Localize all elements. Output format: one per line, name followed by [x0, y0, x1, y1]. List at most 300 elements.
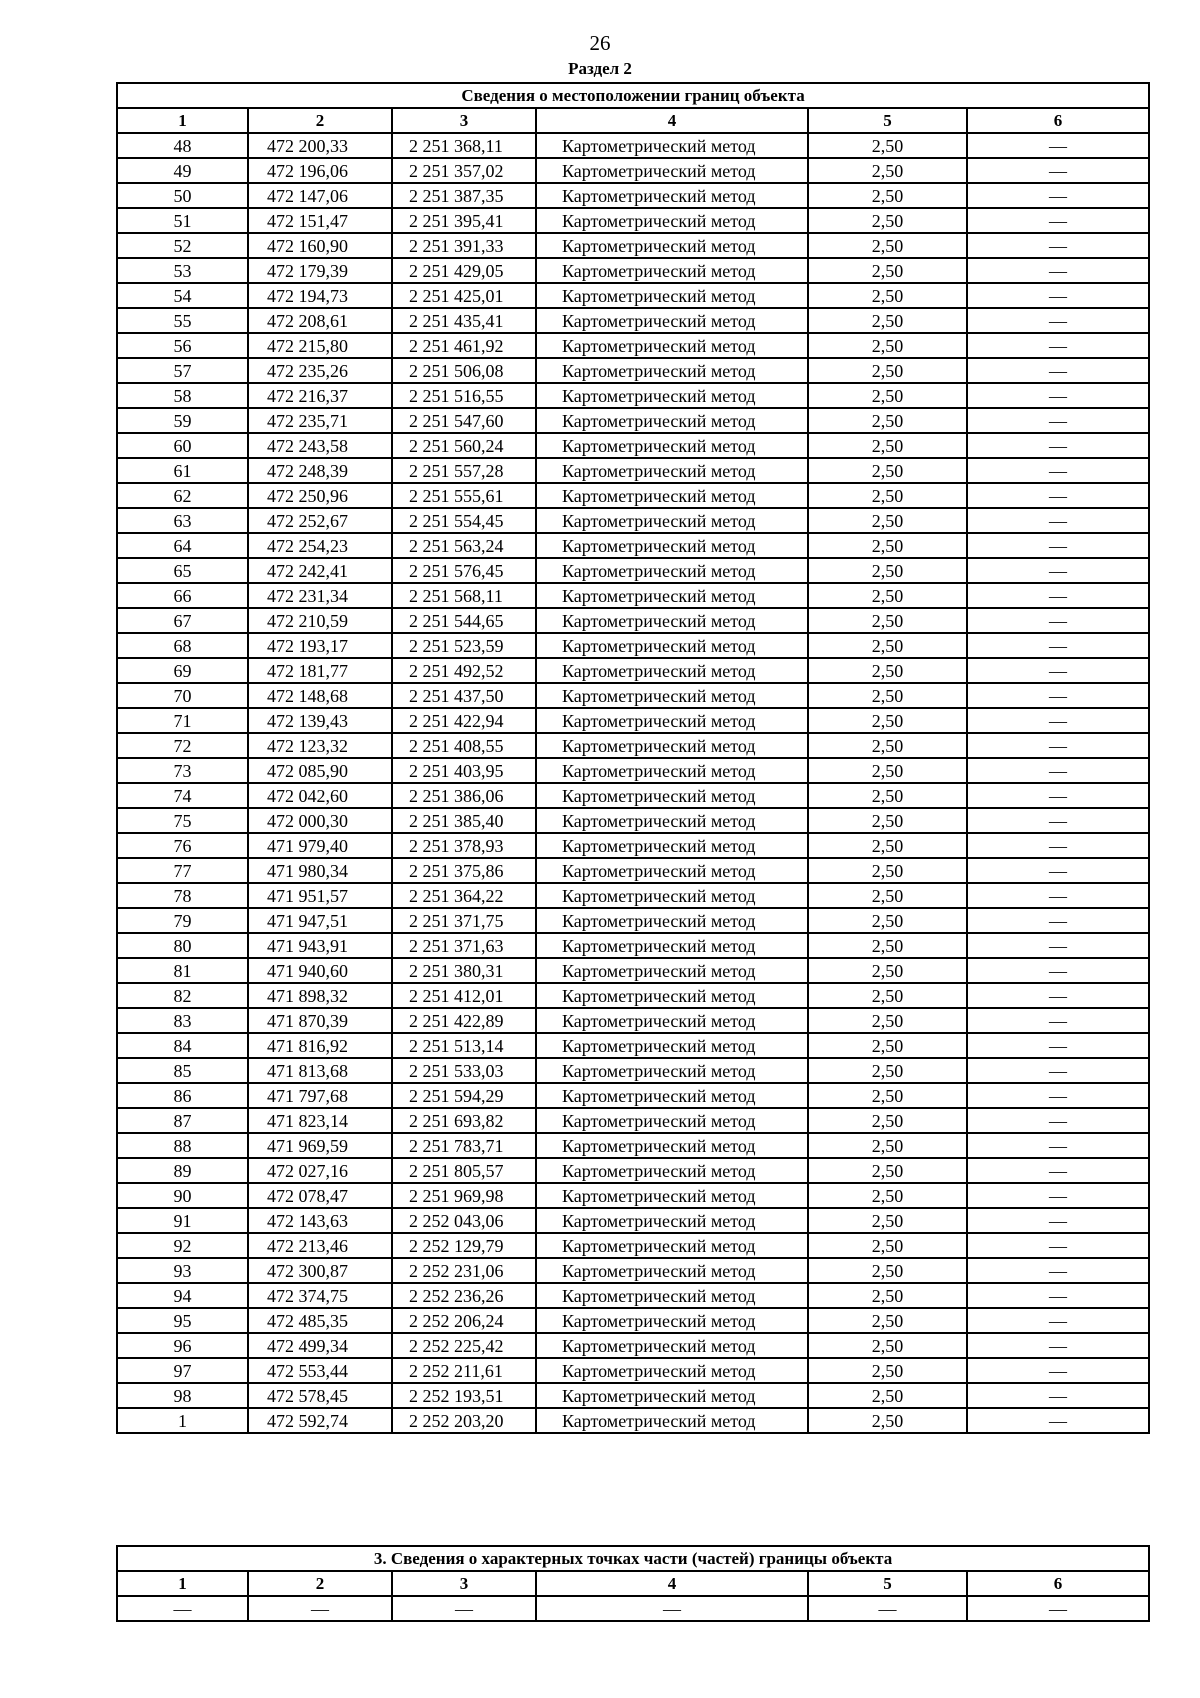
x-coordinate-cell: 471 823,14: [248, 1108, 392, 1133]
method-cell: Картометрический метод: [536, 333, 808, 358]
point-number-cell: 50: [117, 183, 248, 208]
accuracy-cell: 2,50: [808, 1383, 967, 1408]
description-cell: —: [967, 533, 1149, 558]
description-cell: —: [967, 383, 1149, 408]
description-cell: —: [967, 1358, 1149, 1383]
method-cell: Картометрический метод: [536, 408, 808, 433]
description-cell: —: [967, 1133, 1149, 1158]
y-coordinate-cell: 2 251 513,14: [392, 1033, 536, 1058]
accuracy-cell: 2,50: [808, 208, 967, 233]
x-coordinate-cell: 471 951,57: [248, 883, 392, 908]
method-cell: Картометрический метод: [536, 1258, 808, 1283]
point-number-cell: 97: [117, 1358, 248, 1383]
method-cell: Картометрический метод: [536, 208, 808, 233]
y-coordinate-cell: 2 251 435,41: [392, 308, 536, 333]
description-cell: —: [967, 1083, 1149, 1108]
x-coordinate-cell: 472 210,59: [248, 608, 392, 633]
x-coordinate-cell: 471 969,59: [248, 1133, 392, 1158]
description-cell: —: [967, 308, 1149, 333]
point-number-cell: 86: [117, 1083, 248, 1108]
table-row: [117, 258, 1149, 283]
description-cell: —: [967, 1108, 1149, 1133]
y-coordinate-cell: 2 251 429,05: [392, 258, 536, 283]
x-coordinate-cell: 472 553,44: [248, 1358, 392, 1383]
y-coordinate-cell: 2 251 408,55: [392, 733, 536, 758]
table-row: [117, 133, 1149, 158]
point-number-cell: 85: [117, 1058, 248, 1083]
y-coordinate-cell: 2 252 203,20: [392, 1408, 536, 1433]
column-header: 1: [117, 1571, 248, 1596]
y-coordinate-cell: 2 251 783,71: [392, 1133, 536, 1158]
table-row: [117, 1283, 1149, 1308]
accuracy-cell: 2,50: [808, 983, 967, 1008]
table-row: [117, 283, 1149, 308]
accuracy-cell: 2,50: [808, 458, 967, 483]
table-row: [117, 1596, 1149, 1621]
y-coordinate-cell: 2 252 211,61: [392, 1358, 536, 1383]
subsection-header-row: [117, 1571, 1149, 1596]
accuracy-cell: 2,50: [808, 858, 967, 883]
x-coordinate-cell: 472 200,33: [248, 133, 392, 158]
point-number-cell: 76: [117, 833, 248, 858]
accuracy-cell: 2,50: [808, 1108, 967, 1133]
method-cell: Картометрический метод: [536, 1383, 808, 1408]
y-coordinate-cell: 2 252 236,26: [392, 1283, 536, 1308]
x-coordinate-cell: 472 254,23: [248, 533, 392, 558]
table-row: [117, 1358, 1149, 1383]
method-cell: Картометрический метод: [536, 808, 808, 833]
method-cell: Картометрический метод: [536, 633, 808, 658]
y-coordinate-cell: 2 251 371,63: [392, 933, 536, 958]
method-cell: Картометрический метод: [536, 383, 808, 408]
y-coordinate-cell: 2 251 391,33: [392, 233, 536, 258]
accuracy-cell: 2,50: [808, 1333, 967, 1358]
description-cell: —: [967, 1183, 1149, 1208]
x-coordinate-cell: 472 485,35: [248, 1308, 392, 1333]
point-number-cell: 65: [117, 558, 248, 583]
point-number-cell: 93: [117, 1258, 248, 1283]
accuracy-cell: 2,50: [808, 1258, 967, 1283]
description-cell: —: [967, 708, 1149, 733]
point-number-cell: 48: [117, 133, 248, 158]
y-coordinate-cell: 2 251 969,98: [392, 1183, 536, 1208]
method-cell: Картометрический метод: [536, 883, 808, 908]
x-coordinate-cell: 472 181,77: [248, 658, 392, 683]
method-cell: Картометрический метод: [536, 583, 808, 608]
y-coordinate-cell: 2 252 043,06: [392, 1208, 536, 1233]
description-cell: —: [967, 808, 1149, 833]
table-row: [117, 1133, 1149, 1158]
point-number-cell: 68: [117, 633, 248, 658]
table-row: [117, 558, 1149, 583]
table-row: [117, 1333, 1149, 1358]
point-number-cell: 74: [117, 783, 248, 808]
method-cell: Картометрический метод: [536, 1058, 808, 1083]
point-number-cell: 91: [117, 1208, 248, 1233]
table-row: [117, 908, 1149, 933]
method-cell: Картометрический метод: [536, 308, 808, 333]
method-cell: Картометрический метод: [536, 958, 808, 983]
x-coordinate-cell: 471 979,40: [248, 833, 392, 858]
y-coordinate-cell: 2 251 563,24: [392, 533, 536, 558]
part-points-table: [116, 1545, 1150, 1622]
table-row: [117, 783, 1149, 808]
x-coordinate-cell: 472 235,26: [248, 358, 392, 383]
point-number-cell: 88: [117, 1133, 248, 1158]
point-number-cell: 53: [117, 258, 248, 283]
y-coordinate-cell: 2 251 533,03: [392, 1058, 536, 1083]
x-coordinate-cell: 471 940,60: [248, 958, 392, 983]
description-cell: —: [967, 983, 1149, 1008]
description-cell: —: [967, 558, 1149, 583]
x-coordinate-cell: 471 947,51: [248, 908, 392, 933]
method-cell: Картометрический метод: [536, 458, 808, 483]
y-coordinate-cell: 2 251 544,65: [392, 608, 536, 633]
method-cell: Картометрический метод: [536, 483, 808, 508]
column-header: 2: [248, 1571, 392, 1596]
method-cell: Картометрический метод: [536, 1308, 808, 1333]
point-number-cell: 90: [117, 1183, 248, 1208]
y-coordinate-cell: 2 252 206,24: [392, 1308, 536, 1333]
x-coordinate-cell: 471 813,68: [248, 1058, 392, 1083]
table-row: [117, 933, 1149, 958]
description-cell: —: [967, 1208, 1149, 1233]
x-coordinate-cell: 471 816,92: [248, 1033, 392, 1058]
x-coordinate-cell: 471 980,34: [248, 858, 392, 883]
point-number-cell: 80: [117, 933, 248, 958]
description-cell: —: [967, 933, 1149, 958]
x-coordinate-cell: 472 042,60: [248, 783, 392, 808]
x-coordinate-cell: 472 250,96: [248, 483, 392, 508]
method-cell: Картометрический метод: [536, 133, 808, 158]
point-number-cell: 66: [117, 583, 248, 608]
table-row: [117, 1058, 1149, 1083]
x-coordinate-cell: 472 300,87: [248, 1258, 392, 1283]
method-cell: Картометрический метод: [536, 158, 808, 183]
table-row: [117, 358, 1149, 383]
y-coordinate-cell: 2 251 378,93: [392, 833, 536, 858]
accuracy-cell: 2,50: [808, 783, 967, 808]
description-cell: —: [967, 433, 1149, 458]
table-row: [117, 1208, 1149, 1233]
column-header: 5: [808, 108, 967, 133]
method-cell: Картометрический метод: [536, 558, 808, 583]
description-cell: —: [967, 883, 1149, 908]
point-number-cell: —: [117, 1596, 248, 1621]
method-cell: Картометрический метод: [536, 1283, 808, 1308]
accuracy-cell: 2,50: [808, 408, 967, 433]
accuracy-cell: 2,50: [808, 708, 967, 733]
table-row: [117, 583, 1149, 608]
method-cell: Картометрический метод: [536, 858, 808, 883]
method-cell: Картометрический метод: [536, 1158, 808, 1183]
page-number: 26: [589, 31, 611, 55]
y-coordinate-cell: 2 252 225,42: [392, 1333, 536, 1358]
x-coordinate-cell: 472 213,46: [248, 1233, 392, 1258]
description-cell: —: [967, 783, 1149, 808]
x-coordinate-cell: 472 085,90: [248, 758, 392, 783]
description-cell: —: [967, 408, 1149, 433]
column-header-row: [117, 108, 1149, 133]
method-cell: Картометрический метод: [536, 1008, 808, 1033]
method-cell: Картометрический метод: [536, 533, 808, 558]
description-cell: —: [967, 1408, 1149, 1433]
accuracy-cell: 2,50: [808, 1158, 967, 1183]
method-cell: Картометрический метод: [536, 1033, 808, 1058]
x-coordinate-cell: 472 374,75: [248, 1283, 392, 1308]
y-coordinate-cell: 2 251 568,11: [392, 583, 536, 608]
table-row: [117, 1108, 1149, 1133]
accuracy-cell: 2,50: [808, 733, 967, 758]
method-cell: Картометрический метод: [536, 1108, 808, 1133]
point-number-cell: 58: [117, 383, 248, 408]
point-number-cell: 98: [117, 1383, 248, 1408]
accuracy-cell: 2,50: [808, 1008, 967, 1033]
description-cell: —: [967, 1158, 1149, 1183]
accuracy-cell: 2,50: [808, 558, 967, 583]
x-coordinate-cell: —: [248, 1596, 392, 1621]
accuracy-cell: 2,50: [808, 433, 967, 458]
method-cell: Картометрический метод: [536, 658, 808, 683]
x-coordinate-cell: 472 160,90: [248, 233, 392, 258]
method-cell: Картометрический метод: [536, 1408, 808, 1433]
point-number-cell: 61: [117, 458, 248, 483]
description-cell: —: [967, 1333, 1149, 1358]
x-coordinate-cell: 472 208,61: [248, 308, 392, 333]
method-cell: Картометрический метод: [536, 508, 808, 533]
accuracy-cell: 2,50: [808, 758, 967, 783]
method-cell: Картометрический метод: [536, 783, 808, 808]
method-cell: Картометрический метод: [536, 683, 808, 708]
point-number-cell: 67: [117, 608, 248, 633]
accuracy-cell: 2,50: [808, 1408, 967, 1433]
description-cell: —: [967, 458, 1149, 483]
x-coordinate-cell: 472 027,16: [248, 1158, 392, 1183]
y-coordinate-cell: 2 251 387,35: [392, 183, 536, 208]
y-coordinate-cell: 2 251 375,86: [392, 858, 536, 883]
accuracy-cell: 2,50: [808, 1208, 967, 1233]
table-row: [117, 233, 1149, 258]
table-row: [117, 1083, 1149, 1108]
description-cell: —: [967, 1383, 1149, 1408]
y-coordinate-cell: 2 251 461,92: [392, 333, 536, 358]
accuracy-cell: 2,50: [808, 308, 967, 333]
description-cell: —: [967, 1058, 1149, 1083]
table-row: [117, 833, 1149, 858]
description-cell: —: [967, 1596, 1149, 1621]
table-row: [117, 483, 1149, 508]
y-coordinate-cell: —: [392, 1596, 536, 1621]
table-row: [117, 183, 1149, 208]
y-coordinate-cell: 2 251 380,31: [392, 958, 536, 983]
point-number-cell: 81: [117, 958, 248, 983]
description-cell: —: [967, 908, 1149, 933]
subsection-caption: 3. Сведения о характерных точках части (частей) границы объекта: [117, 1546, 1149, 1571]
description-cell: —: [967, 183, 1149, 208]
description-cell: —: [967, 858, 1149, 883]
method-cell: Картометрический метод: [536, 1233, 808, 1258]
table-row: [117, 983, 1149, 1008]
description-cell: —: [967, 283, 1149, 308]
point-number-cell: 96: [117, 1333, 248, 1358]
x-coordinate-cell: 472 252,67: [248, 508, 392, 533]
x-coordinate-cell: 472 592,74: [248, 1408, 392, 1433]
method-cell: Картометрический метод: [536, 258, 808, 283]
description-cell: —: [967, 1233, 1149, 1258]
table-row: [117, 383, 1149, 408]
accuracy-cell: 2,50: [808, 258, 967, 283]
accuracy-cell: 2,50: [808, 483, 967, 508]
description-cell: —: [967, 333, 1149, 358]
y-coordinate-cell: 2 251 425,01: [392, 283, 536, 308]
y-coordinate-cell: 2 252 193,51: [392, 1383, 536, 1408]
description-cell: —: [967, 733, 1149, 758]
method-cell: Картометрический метод: [536, 983, 808, 1008]
table-row: [117, 958, 1149, 983]
description-cell: —: [967, 208, 1149, 233]
table-caption: Сведения о местоположении границ объекта: [117, 83, 1149, 108]
section-title: Раздел 2: [568, 59, 632, 78]
column-header: 5: [808, 1571, 967, 1596]
accuracy-cell: 2,50: [808, 658, 967, 683]
y-coordinate-cell: 2 251 385,40: [392, 808, 536, 833]
method-cell: Картометрический метод: [536, 1333, 808, 1358]
point-number-cell: 73: [117, 758, 248, 783]
accuracy-cell: 2,50: [808, 283, 967, 308]
method-cell: Картометрический метод: [536, 908, 808, 933]
x-coordinate-cell: 472 499,34: [248, 1333, 392, 1358]
x-coordinate-cell: 472 147,06: [248, 183, 392, 208]
table-row: [117, 1383, 1149, 1408]
point-number-cell: 75: [117, 808, 248, 833]
accuracy-cell: 2,50: [808, 1308, 967, 1333]
x-coordinate-cell: 472 193,17: [248, 633, 392, 658]
table-row: [117, 1158, 1149, 1183]
point-number-cell: 83: [117, 1008, 248, 1033]
x-coordinate-cell: 472 243,58: [248, 433, 392, 458]
table-row: [117, 1183, 1149, 1208]
y-coordinate-cell: 2 251 422,89: [392, 1008, 536, 1033]
point-number-cell: 55: [117, 308, 248, 333]
accuracy-cell: 2,50: [808, 1033, 967, 1058]
table-row: [117, 1308, 1149, 1333]
accuracy-cell: 2,50: [808, 1283, 967, 1308]
description-cell: —: [967, 608, 1149, 633]
point-number-cell: 56: [117, 333, 248, 358]
table-row: [117, 683, 1149, 708]
y-coordinate-cell: 2 251 554,45: [392, 508, 536, 533]
description-cell: —: [967, 1308, 1149, 1333]
table-row: [117, 433, 1149, 458]
x-coordinate-cell: 472 248,39: [248, 458, 392, 483]
x-coordinate-cell: 472 216,37: [248, 383, 392, 408]
table-row: [117, 633, 1149, 658]
column-header: 3: [392, 108, 536, 133]
x-coordinate-cell: 472 000,30: [248, 808, 392, 833]
point-number-cell: 78: [117, 883, 248, 908]
column-header: 2: [248, 108, 392, 133]
description-cell: —: [967, 1033, 1149, 1058]
point-number-cell: 63: [117, 508, 248, 533]
x-coordinate-cell: 472 123,32: [248, 733, 392, 758]
description-cell: —: [967, 1008, 1149, 1033]
description-cell: —: [967, 958, 1149, 983]
description-cell: —: [967, 758, 1149, 783]
accuracy-cell: 2,50: [808, 683, 967, 708]
accuracy-cell: 2,50: [808, 1358, 967, 1383]
method-cell: Картометрический метод: [536, 1208, 808, 1233]
point-number-cell: 87: [117, 1108, 248, 1133]
description-cell: —: [967, 233, 1149, 258]
description-cell: —: [967, 1283, 1149, 1308]
table-row: [117, 208, 1149, 233]
column-header: 1: [117, 108, 248, 133]
y-coordinate-cell: 2 251 492,52: [392, 658, 536, 683]
table-row: [117, 808, 1149, 833]
x-coordinate-cell: 472 151,47: [248, 208, 392, 233]
method-cell: Картометрический метод: [536, 358, 808, 383]
y-coordinate-cell: 2 252 129,79: [392, 1233, 536, 1258]
accuracy-cell: 2,50: [808, 933, 967, 958]
y-coordinate-cell: 2 251 594,29: [392, 1083, 536, 1108]
y-coordinate-cell: 2 251 805,57: [392, 1158, 536, 1183]
y-coordinate-cell: 2 251 371,75: [392, 908, 536, 933]
y-coordinate-cell: 2 251 437,50: [392, 683, 536, 708]
point-number-cell: 52: [117, 233, 248, 258]
y-coordinate-cell: 2 251 523,59: [392, 633, 536, 658]
table-row: [117, 1008, 1149, 1033]
x-coordinate-cell: 472 578,45: [248, 1383, 392, 1408]
column-header: 6: [967, 1571, 1149, 1596]
table-row: [117, 858, 1149, 883]
description-cell: —: [967, 658, 1149, 683]
table-row: [117, 758, 1149, 783]
description-cell: —: [967, 133, 1149, 158]
table-row: [117, 1233, 1149, 1258]
accuracy-cell: 2,50: [808, 533, 967, 558]
y-coordinate-cell: 2 251 395,41: [392, 208, 536, 233]
point-number-cell: 57: [117, 358, 248, 383]
x-coordinate-cell: 471 870,39: [248, 1008, 392, 1033]
accuracy-cell: 2,50: [808, 508, 967, 533]
description-cell: —: [967, 583, 1149, 608]
method-cell: Картометрический метод: [536, 1133, 808, 1158]
x-coordinate-cell: 471 797,68: [248, 1083, 392, 1108]
table-row: [117, 333, 1149, 358]
description-cell: —: [967, 833, 1149, 858]
column-header: 3: [392, 1571, 536, 1596]
y-coordinate-cell: 2 251 412,01: [392, 983, 536, 1008]
table-row: [117, 733, 1149, 758]
x-coordinate-cell: 472 143,63: [248, 1208, 392, 1233]
table-row: [117, 158, 1149, 183]
point-number-cell: 95: [117, 1308, 248, 1333]
x-coordinate-cell: 472 235,71: [248, 408, 392, 433]
method-cell: Картометрический метод: [536, 1183, 808, 1208]
method-cell: Картометрический метод: [536, 833, 808, 858]
point-number-cell: 60: [117, 433, 248, 458]
x-coordinate-cell: 472 179,39: [248, 258, 392, 283]
y-coordinate-cell: 2 251 368,11: [392, 133, 536, 158]
table-row: [117, 1033, 1149, 1058]
point-number-cell: 77: [117, 858, 248, 883]
x-coordinate-cell: 471 943,91: [248, 933, 392, 958]
table-row: [117, 1258, 1149, 1283]
table-row: [117, 533, 1149, 558]
method-cell: Картометрический метод: [536, 1083, 808, 1108]
table-row: [117, 308, 1149, 333]
table-row: [117, 508, 1149, 533]
